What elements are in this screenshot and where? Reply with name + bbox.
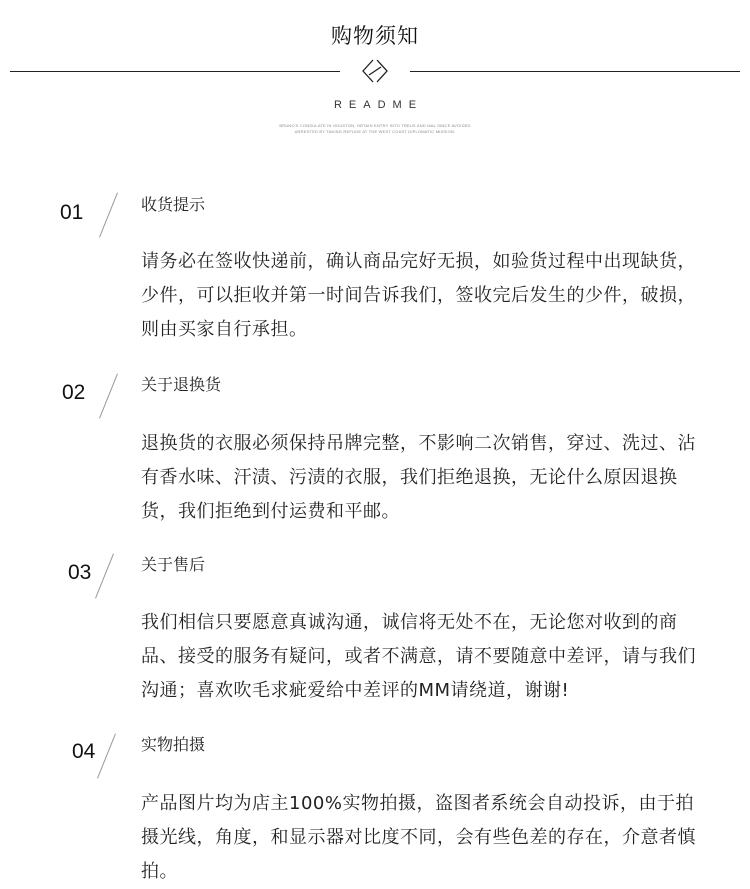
readme-subtitle: README [333,99,424,111]
section-heading: 收货提示 [141,195,206,214]
divider-right [410,71,740,72]
section-heading: 关于售后 [141,555,206,574]
section-heading: 关于退换货 [141,375,222,394]
section-body: 我们相信只要愿意真诚沟通，诚信将无处不在，无论您对收到的商品、接受的服务有疑问，或者不满意，请不要随意中差评，请与我们沟通；喜欢吹毛求疵爱给中差评的MM请绕道，谢谢! [141,612,696,701]
section-number: 03 [68,561,92,584]
diamond-ornament-icon [355,56,395,86]
page-title: 购物须知 [331,24,419,48]
section-body: 请务必在签收快递前，确认商品完好无损，如验货过程中出现缺货，少件，可以拒收并第一时间告诉我们，签收完后发生的少件，破损，则由买家自行承担。 [141,251,696,340]
slash-divider [99,374,118,419]
fine-print [0,123,750,135]
fine-print-line-2: ARRESTED BY TAKING REFUGE AT THE WEST COAST DIPLOMATIC MISSION. [294,129,456,134]
slash-divider [95,554,114,599]
section-number: 04 [72,740,96,763]
slash-divider [97,734,116,779]
fine-print-line-1: BRUNO'S CONSULATE IN HOUSTON, OBTAIN ENTRY INTO TREUS AND MAL SINCE AVOIDED [279,123,471,128]
section-body: 产品图片均为店主100%实物拍摄，盗图者系统会自动投诉，由于拍摄光线，角度，和显示器对比度不同，会有些色差的存在，介意者慎拍。 [141,793,696,882]
divider-left [10,71,340,72]
section-heading: 实物拍摄 [141,735,206,754]
section-body: 退换货的衣服必须保持吊牌完整，不影响二次销售，穿过、洗过、沾有香水味、汗渍、污渍的衣服，我们拒绝退换，无论什么原因退换货，我们拒绝到付运费和平邮。 [141,433,696,522]
section-number: 01 [60,201,84,224]
section-number: 02 [62,381,86,404]
slash-divider [99,193,118,238]
